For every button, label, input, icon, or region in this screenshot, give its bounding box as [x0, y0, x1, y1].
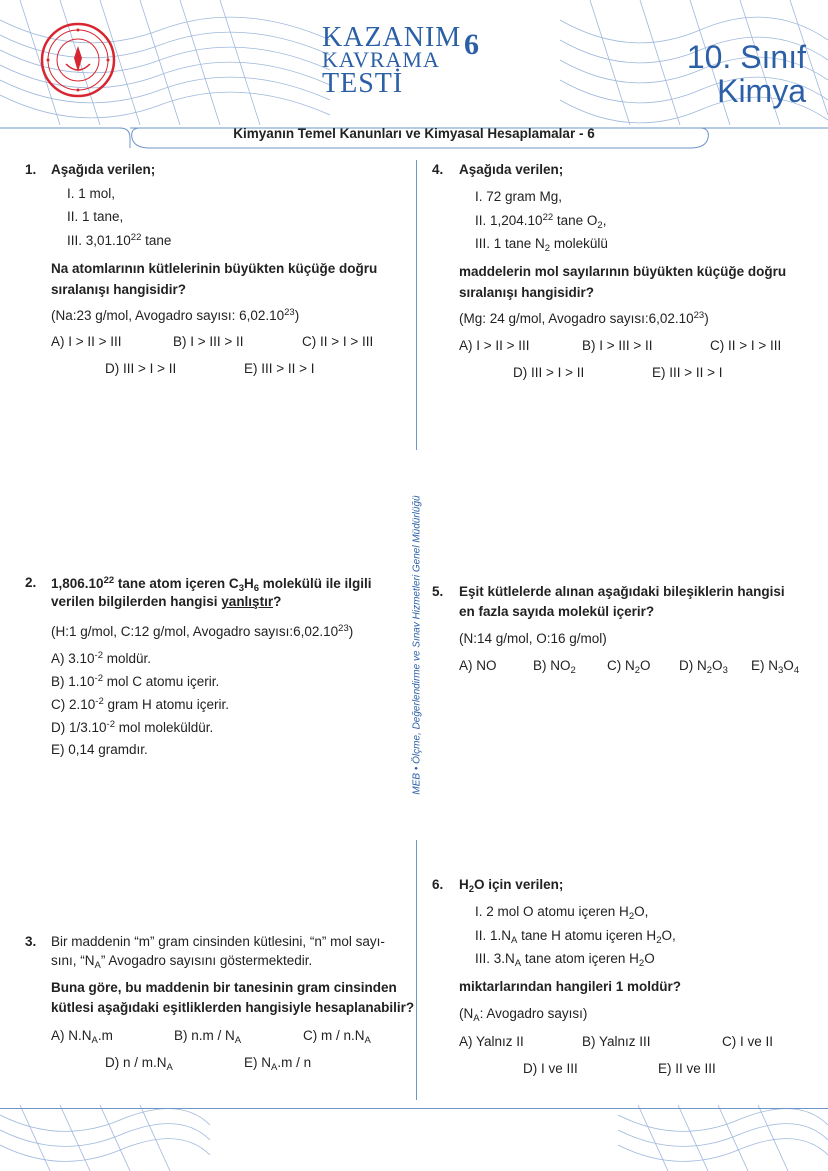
q4-given: (Mg: 24 g/mol, Avogadro sayısı:6,02.10$^{23}$) — [459, 310, 709, 326]
q5-option-d[interactable]: D) $N_2O_3$ — [679, 658, 728, 676]
q1-given: (Na:23 g/mol, Avogadro sayısı: 6,02.10$^{23}$) — [51, 307, 300, 323]
test-number: 6 — [464, 28, 479, 61]
q5-option-a[interactable]: A) NO — [459, 658, 497, 673]
footer-wave-pattern-right — [618, 1105, 828, 1171]
q1-stem-2: sıralanışı hangisidir? — [51, 282, 187, 297]
q6-number: 6. — [432, 877, 444, 892]
q2-option-b[interactable]: B) $1.10^{-2}$ mol C atomu içerir. — [51, 673, 220, 689]
q1-item-2: II. 1 tane, — [67, 209, 124, 224]
subject-label: Kimya — [717, 73, 806, 109]
q4-option-e[interactable]: E) III > II > I — [652, 365, 723, 380]
brand-line-3: TESTİ — [322, 68, 404, 99]
footer-wave-pattern-left — [0, 1105, 210, 1171]
q5-number: 5. — [432, 584, 444, 599]
q1-number: 1. — [25, 162, 37, 177]
q4-option-d[interactable]: D) III > I > II — [513, 365, 585, 380]
q1-option-d[interactable]: D) III > I > II — [105, 361, 177, 376]
q6-option-d[interactable]: D) I ve III — [523, 1061, 578, 1076]
q6-item-2: II. $1.N_A$ tane H atomu içeren $H_2O$, — [475, 928, 676, 946]
q5-stem-2: en fazla sayıda molekül içerir? — [459, 604, 655, 619]
q6-item-3: III. $3.N_A$ tane atom içeren $H_2O$ — [475, 951, 655, 969]
q5-stem-1: Eşit kütlelerde alınan aşağıdaki bileşiklerin hangisi — [459, 584, 785, 599]
q1-option-b[interactable]: B) I > III > II — [173, 334, 244, 349]
q5-option-b[interactable]: B) $NO_2$ — [533, 658, 576, 676]
footer-rule — [0, 1108, 828, 1109]
grade-subject — [687, 40, 806, 108]
kazanim-kavrama-testi-brand — [318, 22, 528, 102]
q4-item-2: II. 1,204.10$^{22}$ tane $O_2$, — [475, 212, 607, 231]
side-credit — [407, 465, 427, 825]
q3-option-e[interactable]: E) $N_A.m$ / n — [244, 1055, 312, 1073]
q2-stem-2: verilen bilgilerden hangisi yanlıştır? — [51, 594, 282, 609]
q2-option-e[interactable]: E) 0,14 gramdır. — [51, 742, 148, 757]
q1-intro: Aşağıda verilen; — [51, 162, 156, 177]
column-divider-top — [416, 160, 417, 450]
q6-intro: $H_2O$ için verilen; — [459, 877, 564, 895]
page-subtitle: Kimyanın Temel Kanunları ve Kimyasal Hesaplamalar - 6 — [233, 126, 595, 141]
q3-option-c[interactable]: C) m / $n.N_A$ — [303, 1028, 371, 1046]
q5-option-c[interactable]: C) $N_2O$ — [607, 658, 651, 676]
q6-given: ($N_A$: Avogadro sayısı) — [459, 1006, 588, 1024]
q6-stem: miktarlarından hangileri 1 moldür? — [459, 979, 682, 994]
q2-option-d[interactable]: D) $1/3.10^{-2}$ mol moleküldür. — [51, 719, 214, 735]
brand-line-1: KAZANIM — [322, 22, 462, 53]
q4-option-c[interactable]: C) II > I > III — [710, 338, 782, 353]
q4-item-1: I. 72 gram Mg, — [475, 189, 563, 204]
q3-option-b[interactable]: B) $n.m / N_A$ — [174, 1028, 242, 1046]
q2-given: (H:1 g/mol, C:12 g/mol, Avogadro sayısı:6,02.10$^{23}$) — [51, 623, 354, 639]
q6-option-b[interactable]: B) Yalnız III — [582, 1034, 651, 1049]
q3-stem-1: Buna göre, bu maddenin bir tanesinin gram cinsinden — [51, 980, 397, 995]
q6-option-c[interactable]: C) I ve II — [722, 1034, 774, 1049]
brand-line-2: KAVRAMA — [322, 47, 440, 72]
q1-item-3: III. 3,01.10$^{22}$ tane — [67, 232, 172, 248]
q3-number: 3. — [25, 934, 37, 949]
q2-number: 2. — [25, 575, 37, 590]
q3-option-d[interactable]: D) n / $m.N_A$ — [105, 1055, 173, 1073]
q1-item-1: I. 1 mol, — [67, 186, 116, 201]
q4-stem-2: sıralanışı hangisidir? — [459, 285, 595, 300]
q3-option-a[interactable]: A) $N.N_A.m$ — [51, 1028, 113, 1046]
q4-intro: Aşağıda verilen; — [459, 162, 564, 177]
meb-logo-seal — [40, 22, 116, 98]
q4-option-b[interactable]: B) I > III > II — [582, 338, 653, 353]
q2-option-c[interactable]: C) $2.10^{-2}$ gram H atomu içerir. — [51, 696, 230, 712]
q4-option-a[interactable]: A) I > II > III — [459, 338, 530, 353]
q3-stem-2: kütlesi aşağıdaki eşitliklerden hangisiyle hesaplanabilir? — [51, 1000, 415, 1015]
grade-label: 10. Sınıf — [686, 39, 806, 75]
q3-text-1: Bir maddenin “m” gram cinsinden kütlesini, “n” mol sayı- — [51, 934, 385, 949]
q6-item-1: I. 2 mol O atomu içeren $H_2O$, — [475, 904, 649, 922]
q1-option-c[interactable]: C) II > I > III — [302, 334, 374, 349]
q2-option-a[interactable]: A) $3.10^{-2}$ moldür. — [51, 650, 152, 666]
q4-item-3: III. 1 tane $N_2$ molekülü — [475, 236, 608, 254]
q1-stem-1: Na atomlarının kütlelerinin büyükten küçüğe doğru — [51, 261, 378, 276]
q1-option-a[interactable]: A) I > II > III — [51, 334, 122, 349]
q5-option-e[interactable]: E) $N_3O_4$ — [751, 658, 800, 676]
q5-given: (N:14 g/mol, O:16 g/mol) — [459, 631, 607, 646]
q2-stem-1: 1,806.10$^{22}$ tane atom içeren $C_3H_6$ molekülü ile ilgili — [51, 575, 372, 594]
q1-option-e[interactable]: E) III > II > I — [244, 361, 315, 376]
q6-option-a[interactable]: A) Yalnız II — [459, 1034, 524, 1049]
side-credit-text: MEB • Ölçme, Değerlendirme ve Sınav Hizmetleri Genel Müdürlüğü — [411, 495, 423, 795]
q4-number: 4. — [432, 162, 444, 177]
q4-stem-1: maddelerin mol sayılarının büyükten küçüğe doğru — [459, 264, 787, 279]
q3-text-2: sını, “$N_A$” Avogadro sayısını göstermektedir. — [51, 953, 313, 971]
column-divider-bottom — [416, 840, 417, 1100]
q6-option-e[interactable]: E) II ve III — [658, 1061, 716, 1076]
